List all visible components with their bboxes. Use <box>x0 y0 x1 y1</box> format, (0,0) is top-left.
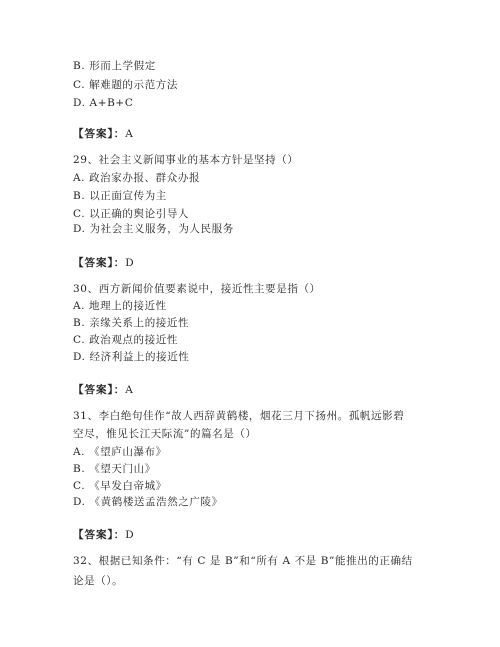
answer-label: 【答案】： <box>73 257 126 269</box>
q28-option-d: D. A+B+C <box>73 97 134 109</box>
q31-stem-line-2: 空尽，惟见长江天际流”的篇名是（） <box>73 428 257 440</box>
answer-label: 【答案】： <box>73 384 126 396</box>
q29-option-d: D. 为社会主义服务，为人民服务 <box>73 223 234 235</box>
q31-option-a: A. 《望庐山瀑布》 <box>73 446 167 458</box>
q29-option-c: C. 以正确的舆论引导人 <box>73 208 190 220</box>
q29-option-b: B. 以正面宣传为主 <box>73 190 167 202</box>
answer-label: 【答案】： <box>73 529 126 541</box>
answer-value: D <box>125 529 135 541</box>
q31-option-d: D. 《黄鹤楼送孟浩然之广陵》 <box>73 496 223 508</box>
q30-option-a: A. 地理上的接近性 <box>73 300 167 312</box>
q28-answer <box>73 127 134 141</box>
q31-answer <box>73 528 135 542</box>
q31-stem-line-1: 31、李白绝句佳作“故人西辞黄鹤楼，烟花三月下扬州。孤帆远影碧 <box>73 410 405 422</box>
q32-stem-line-1: 32、根据已知条件：“有 C 是 B”和“所有 A 不是 B”能推出的正确结 <box>73 555 413 567</box>
q30-answer <box>73 383 134 397</box>
q30-stem: 30、西方新闻价值要素说中，接近性主要是指（） <box>73 283 321 295</box>
answer-label: 【答案】： <box>73 128 126 140</box>
q30-option-d: D. 经济利益上的接近性 <box>73 351 190 363</box>
q28-option-b: B. 形而上学假定 <box>73 60 156 72</box>
q31-option-b: B. 《望天门山》 <box>73 463 156 475</box>
q29-option-a: A. 政治家办报、群众办报 <box>73 172 201 184</box>
q28-option-c: C. 解难题的示范方法 <box>73 79 178 91</box>
answer-value: A <box>125 128 134 140</box>
q30-option-c: C. 政治观点的接近性 <box>73 334 178 346</box>
q30-option-b: B. 亲缘关系上的接近性 <box>73 317 190 329</box>
q29-stem: 29、社会主义新闻事业的基本方针是坚持（） <box>73 154 299 166</box>
answer-value: D <box>125 257 135 269</box>
answer-value: A <box>125 384 134 396</box>
q32-stem-line-2: 论是（）。 <box>73 575 124 587</box>
q31-option-c: C. 《早发白帝城》 <box>73 480 167 492</box>
q29-answer <box>73 256 135 270</box>
